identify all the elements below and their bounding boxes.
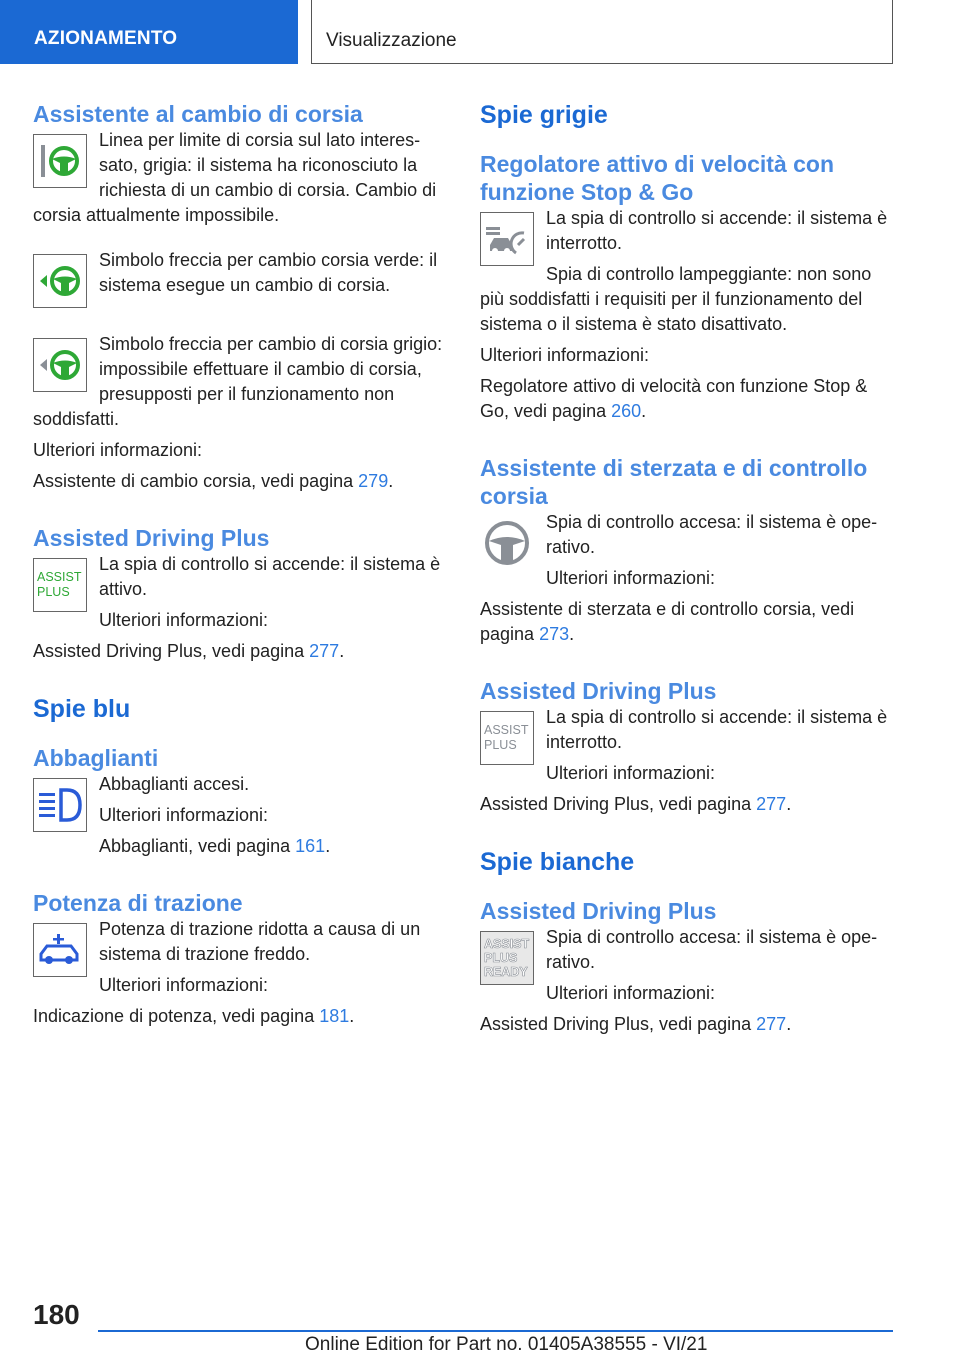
adp-white-text-1: Spia di controllo accesa: il sistema è operativo. [546, 927, 878, 972]
blue-lights-heading: Spie blu [33, 695, 131, 723]
left-column [33, 100, 448, 1029]
high-beam-entry [33, 772, 448, 859]
lane-change-heading: Assistente al cambio di corsia [33, 101, 363, 127]
acc-more-info: Ulteriori informazioni: [480, 345, 650, 365]
steering-entry [480, 510, 895, 591]
adp-left-text-1: La spia di controllo si accende: il sistema è attivo. [99, 554, 441, 599]
steering-wheel-green-arrow-icon [33, 254, 87, 308]
adp-heading-right: Assisted Driving Plus [480, 678, 717, 704]
steering-wheel-grey-icon [480, 516, 534, 570]
traction-text-1: Potenza di trazione ridotta a causa di un sistema di trazione freddo. [99, 919, 421, 964]
adp-right-more-info: Ulteriori informazioni: [546, 763, 716, 783]
header-section-tab [0, 0, 298, 64]
adp-left-more-info: Ulteriori informazioni: [99, 610, 269, 630]
lane-entry-3-text: Simbolo freccia per cambio di corsia grigio: impossibile effettuare il cambio di corsia, presupposti per il funzionamento non soddisfatti. [33, 334, 443, 429]
traction-page-link[interactable]: 181 [319, 1006, 350, 1026]
white-lights-heading: Spie bianche [480, 848, 635, 876]
header-section-label: AZIONAMENTO [34, 28, 178, 49]
adp-right-text-1: La spia di controllo si accende: il sistema è interrotto. [546, 707, 888, 752]
right-column [480, 100, 895, 1037]
high-beam-heading: Abbaglianti [33, 745, 159, 771]
grey-lights-heading: Spie grigie [480, 101, 608, 129]
high-beam-reference: Abbaglianti, vedi pagina 161. [99, 836, 331, 856]
adp-white-entry [480, 925, 895, 1006]
traction-power-icon [33, 923, 87, 977]
adp-entry-right [480, 705, 895, 786]
assist-plus-ready-white-icon: ASSIST PLUS READY [480, 931, 534, 985]
assist-plus-green-icon: ASSIST PLUS [33, 558, 87, 612]
acc-reference: Regolatore attivo di velocità con funzione Stop & Go, vedi pagina 260. [480, 376, 868, 421]
lane-reference: Assistente di cambio corsia, vedi pagina 279. [33, 471, 394, 491]
steering-page-link[interactable]: 273 [539, 624, 570, 644]
header-subsection-label: Visualizzazione [326, 30, 457, 51]
high-beam-icon [33, 778, 87, 832]
adp-left-page-link[interactable]: 277 [309, 641, 340, 661]
adp-left-reference: Assisted Driving Plus, vedi pagina 277. [33, 641, 345, 661]
steering-more-info: Ulteriori informazioni: [546, 568, 716, 588]
lane-entry-1-text: Linea per limite di corsia sul lato interessato, grigia: il sistema ha riconosciuto la richiesta di un cambio di corsia. Cambio di corsia attualmente impossibile. [33, 130, 437, 225]
assist-plus-grey-icon: ASSIST PLUS [480, 711, 534, 765]
acc-page-link[interactable]: 260 [611, 401, 642, 421]
high-beam-text-1: Abbaglianti accesi. [99, 774, 250, 794]
adp-white-reference: Assisted Driving Plus, vedi pagina 277. [480, 1014, 792, 1034]
steering-reference: Assistente di sterzata e di controllo corsia, vedi pagina 273. [480, 599, 855, 644]
page-number: 180 [33, 1299, 80, 1330]
footer-divider [98, 1330, 893, 1332]
adp-white-heading: Assisted Driving Plus [480, 898, 717, 924]
traction-entry [33, 917, 448, 998]
adp-white-page-link[interactable]: 277 [756, 1014, 787, 1034]
adp-white-more-info: Ulteriori informazioni: [546, 983, 716, 1003]
lane-more-info: Ulteriori informazioni: [33, 440, 203, 460]
steering-wheel-green-lane-icon [33, 134, 87, 188]
cruise-control-grey-icon [480, 212, 534, 266]
edition-info: Online Edition for Part no. 01405A38555 - VI/21 [305, 1334, 708, 1355]
lane-entry-2 [33, 248, 448, 312]
traction-heading: Potenza di trazione [33, 890, 243, 916]
high-beam-page-link[interactable]: 161 [295, 836, 326, 856]
traction-reference: Indicazione di potenza, vedi pagina 181. [33, 1006, 355, 1026]
lane-entry-2-text: Simbolo freccia per cambio corsia verde: il sistema esegue un cambio di corsia. [99, 250, 438, 295]
steering-heading: Assistente di sterzata e di controllo corsia [480, 455, 868, 509]
adp-right-reference: Assisted Driving Plus, vedi pagina 277. [480, 794, 792, 814]
acc-text-1: La spia di controllo si accende: il sistema è interrotto. [546, 208, 888, 253]
adp-heading-left: Assisted Driving Plus [33, 525, 270, 551]
lane-page-link[interactable]: 279 [358, 471, 389, 491]
acc-entry [480, 206, 895, 337]
steering-wheel-grey-arrow-icon [33, 338, 87, 392]
lane-entry-1 [33, 128, 448, 228]
adp-entry-left [33, 552, 448, 633]
adp-right-page-link[interactable]: 277 [756, 794, 787, 814]
header-subsection-box [311, 0, 893, 64]
steering-text-1: Spia di controllo accesa: il sistema è operativo. [546, 512, 878, 557]
acc-text-2: Spia di controllo lampeggiante: non sono più soddisfatti i requisiti per il funzionamento del sistema o il sistema è stato disattivato. [480, 264, 872, 334]
acc-heading: Regolatore attivo di velocità con funzione Stop & Go [480, 151, 835, 205]
lane-entry-3 [33, 332, 448, 432]
high-beam-more-info: Ulteriori informazioni: [99, 805, 269, 825]
traction-more-info: Ulteriori informazioni: [99, 975, 269, 995]
